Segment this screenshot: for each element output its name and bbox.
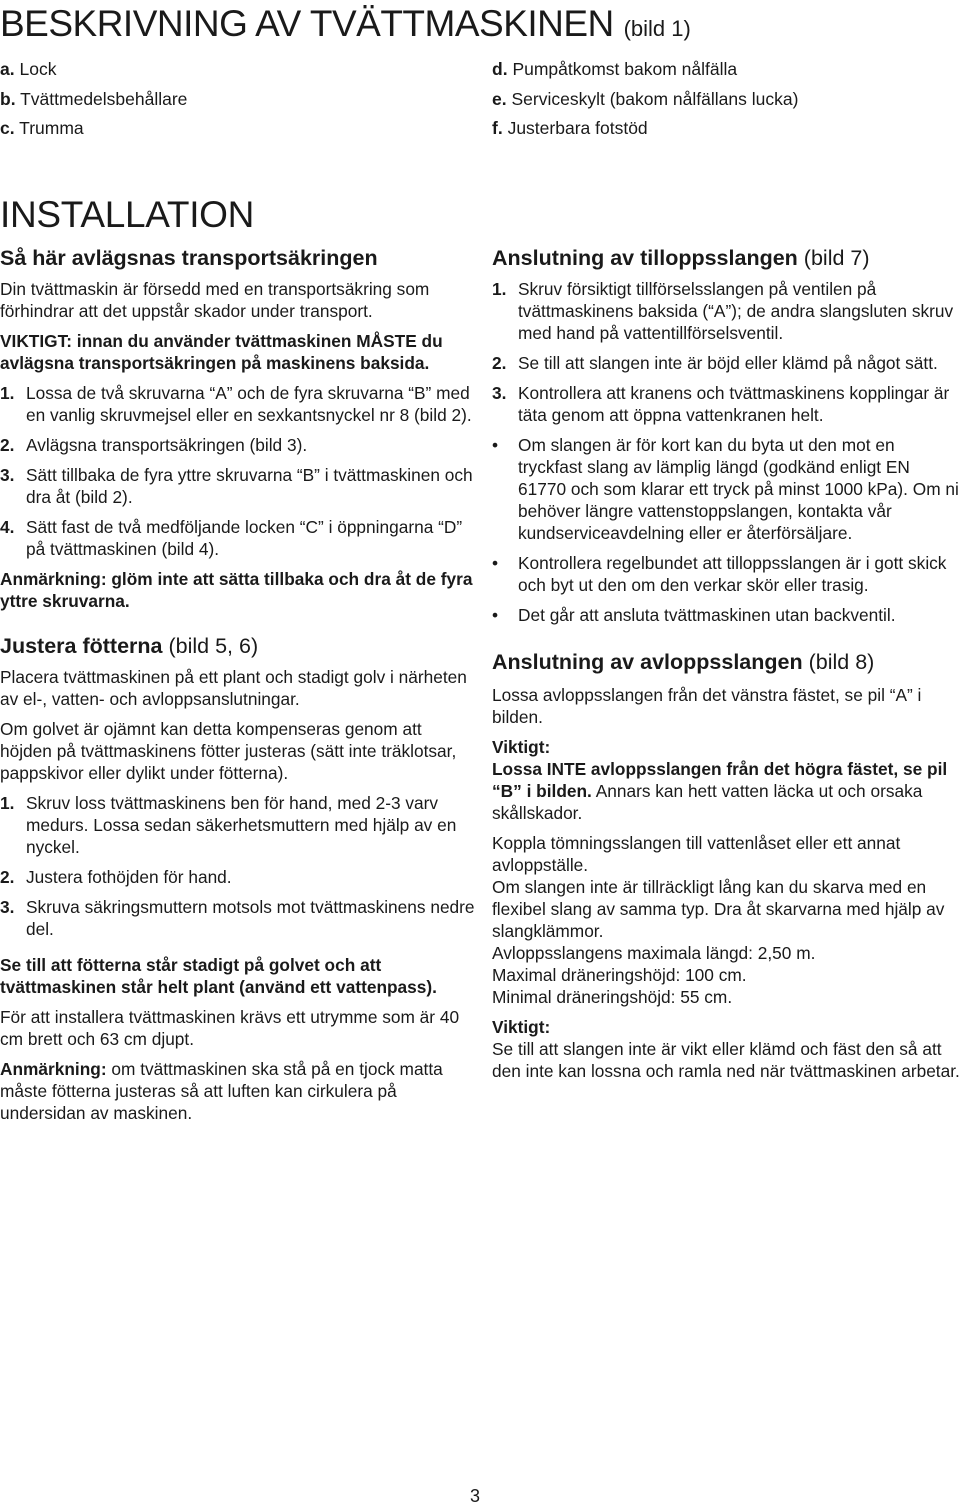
part-item	[0, 55, 187, 85]
part-item	[492, 85, 798, 115]
step-number: 2.	[0, 867, 15, 887]
bullet-text: Det går att ansluta tvättmaskinen utan backventil.	[518, 605, 896, 625]
step-number: 1.	[492, 279, 507, 299]
feet-bold-note: Se till att fötterna står stadigt på golvet och att tvättmaskinen står helt plant (använd ett vattenpass).	[0, 955, 437, 997]
part-letter: a.	[0, 59, 15, 79]
step-text: Se till att slangen inte är böjd eller klämd på något sätt.	[518, 353, 938, 373]
parts-list-right	[492, 55, 798, 144]
transport-lock-note: Anmärkning: glöm inte att sätta tillbaka och dra åt de fyra yttre skruvarna.	[0, 569, 473, 611]
step-number: 3.	[0, 897, 15, 917]
step-item	[0, 516, 478, 560]
step-number: 2.	[492, 353, 507, 373]
step-number: 1.	[0, 383, 15, 403]
part-letter: d.	[492, 59, 508, 79]
drain-warning	[492, 758, 960, 824]
part-item	[0, 85, 187, 115]
feet-paragraph-3: För att installera tvättmaskinen krävs ett utrymme som är 40 cm brett och 63 cm djupt.	[0, 1007, 460, 1049]
inlet-hose-heading	[492, 244, 960, 272]
parts-list-left	[0, 55, 187, 144]
drain-hose-heading-ref: (bild 8)	[808, 650, 875, 674]
step-text: Kontrollera att kranens och tvättmaskinens kopplingar är täta genom att öppna vattenkranen helt.	[518, 383, 950, 425]
page-number: 3	[470, 1486, 481, 1506]
step-text: Sätt fast de två medföljande locken “C” i öppningarna “D” på tvättmaskinen (bild 4).	[26, 517, 463, 559]
part-label: Trumma	[19, 118, 84, 138]
step-number: 3.	[0, 465, 15, 485]
step-text: Justera fothöjden för hand.	[26, 867, 232, 887]
bullet-icon: •	[492, 553, 499, 573]
part-label: Serviceskylt (bakom nålfällans lucka)	[511, 88, 799, 109]
part-letter: c.	[0, 118, 15, 138]
feet-heading-ref: (bild 5, 6)	[168, 634, 259, 658]
feet-paragraph-1: Placera tvättmaskinen på ett plant och stadigt golv i närheten av el-, vatten- och avloppsanslutningar.	[0, 667, 467, 709]
drain-paragraph-1: Lossa avloppsslangen från det vänstra fästet, se pil “A” i bilden.	[492, 685, 922, 727]
drain-paragraph-3: Om slangen inte är tillräckligt lång kan du skarva med en flexibel slang av samma typ. Dra åt skarvarna med hjälp av slangklämmor.	[492, 877, 945, 941]
step-text: Skruv loss tvättmaskinens ben för hand, med 2-3 varv medurs. Lossa sedan säkerhetsmuttern med hjälp av en nyckel.	[26, 793, 457, 857]
bullet-icon: •	[492, 435, 499, 455]
step-item	[0, 866, 478, 888]
bullet-item	[492, 434, 960, 544]
step-text: Skruv försiktigt tillförselsslangen på ventilen på tvättmaskinens baksida (“A”); de andra slangsluten skruv med hand på vattentillförselsventil.	[518, 279, 954, 343]
step-item	[0, 464, 478, 508]
transport-lock-heading: Så här avlägsnas transportsäkringen	[0, 246, 378, 270]
drain-warning-bold: Lossa INTE avloppsslangen från det högra fästet, se pil “B” i bilden.	[492, 759, 948, 801]
description-title-main: BESKRIVNING AV TVÄTTMASKINEN	[0, 3, 614, 44]
part-label: Tvättmedelsbehållare	[20, 88, 188, 109]
feet-note	[0, 1058, 478, 1124]
part-item	[492, 114, 798, 144]
drain-hose-heading-text: Anslutning av avloppsslangen	[492, 650, 803, 674]
step-item	[0, 792, 478, 858]
part-label: Pumpåtkomst bakom nålfälla	[512, 59, 738, 79]
feet-heading	[0, 632, 478, 660]
spec-line: Avloppsslangens maximala längd: 2,50 m.	[492, 943, 816, 963]
inlet-hose-heading-text: Anslutning av tilloppsslangen	[492, 246, 798, 270]
important-label: Viktigt:	[492, 737, 551, 757]
part-item	[0, 114, 187, 144]
bullet-text: Kontrollera regelbundet att tilloppsslangen är i gott skick och byt ut den om den verkar skör eller trasig.	[518, 553, 947, 595]
left-column	[0, 244, 478, 1124]
spec-line: Maximal dräneringshöjd: 100 cm.	[492, 965, 747, 985]
step-item	[492, 382, 960, 426]
drain-warning-tail: Annars kan hett vatten läcka ut och orsaka skållskador.	[492, 781, 923, 823]
step-item	[0, 382, 478, 426]
feet-heading-text: Justera fötterna	[0, 634, 163, 658]
transport-lock-warning: VIKTIGT: innan du använder tvättmaskinen MÅSTE du avlägsna transportsäkringen på maskinens baksida.	[0, 331, 443, 373]
spec-line: Minimal dräneringshöjd: 55 cm.	[492, 987, 733, 1007]
part-label: Lock	[19, 59, 57, 79]
inlet-hose-heading-ref: (bild 7)	[803, 246, 870, 270]
transport-lock-intro: Din tvättmaskin är försedd med en transportsäkring som förhindrar att det uppstår skador under transport.	[0, 279, 430, 321]
part-item	[492, 55, 798, 85]
step-item	[492, 278, 960, 344]
step-number: 1.	[0, 793, 15, 813]
part-letter: b.	[0, 88, 16, 109]
step-text: Sätt tillbaka de fyra yttre skruvarna “B” i tvättmaskinen och dra åt (bild 2).	[26, 465, 473, 507]
note-label: Anmärkning:	[0, 1059, 107, 1079]
feet-paragraph-2: Om golvet är ojämnt kan detta kompenseras genom att höjden på tvättmaskinens fötter justeras (sätt inte träklotsar, pappskivor eller dylikt under fötterna).	[0, 719, 457, 783]
step-text: Lossa de två skruvarna “A” och de fyra skruvarna “B” med en vanlig skruvmejsel eller en sexkantsnyckel nr 8 (bild 2).	[26, 383, 472, 425]
right-column	[492, 244, 960, 1082]
description-title-ref: (bild 1)	[623, 16, 691, 41]
step-number: 3.	[492, 383, 507, 403]
part-letter: e.	[492, 88, 507, 109]
part-label: Justerbara fotstöd	[507, 118, 648, 138]
step-item	[0, 896, 478, 940]
drain-hose-heading	[492, 648, 960, 676]
bullet-text: Om slangen är för kort kan du byta ut den mot en tryckfast slang av lämplig längd (godkänd enligt EN 61770 och som klarar ett tryck på minst 1000 kPa). Om ni behöver längre vattenstoppslangen, kontakta vår kundserviceavdelning eller er återförsäljare.	[518, 435, 959, 543]
step-item	[0, 434, 478, 456]
drain-paragraph-4: Se till att slangen inte är vikt eller klämd och fäst den så att den inte kan lossna och ramla ned när tvättmaskinen arbetar.	[492, 1039, 960, 1081]
step-text: Avlägsna transportsäkringen (bild 3).	[26, 435, 308, 455]
step-number: 4.	[0, 517, 15, 537]
step-number: 2.	[0, 435, 15, 455]
step-text: Skruva säkringsmuttern motsols mot tvättmaskinens nedre del.	[26, 897, 475, 939]
bullet-item	[492, 552, 960, 596]
drain-paragraph-2: Koppla tömningsslangen till vattenlåset eller ett annat avloppställe.	[492, 833, 901, 875]
description-title	[0, 2, 691, 51]
bullet-item	[492, 604, 960, 626]
step-item	[492, 352, 960, 374]
note-text: om tvättmaskinen ska stå på en tjock matta måste fötterna justeras så att luften kan cirkulera på undersidan av maskinen.	[0, 1059, 443, 1123]
important-label: Viktigt:	[492, 1017, 551, 1037]
bullet-icon: •	[492, 605, 499, 625]
installation-title: INSTALLATION	[0, 194, 255, 235]
part-letter: f.	[492, 118, 503, 138]
